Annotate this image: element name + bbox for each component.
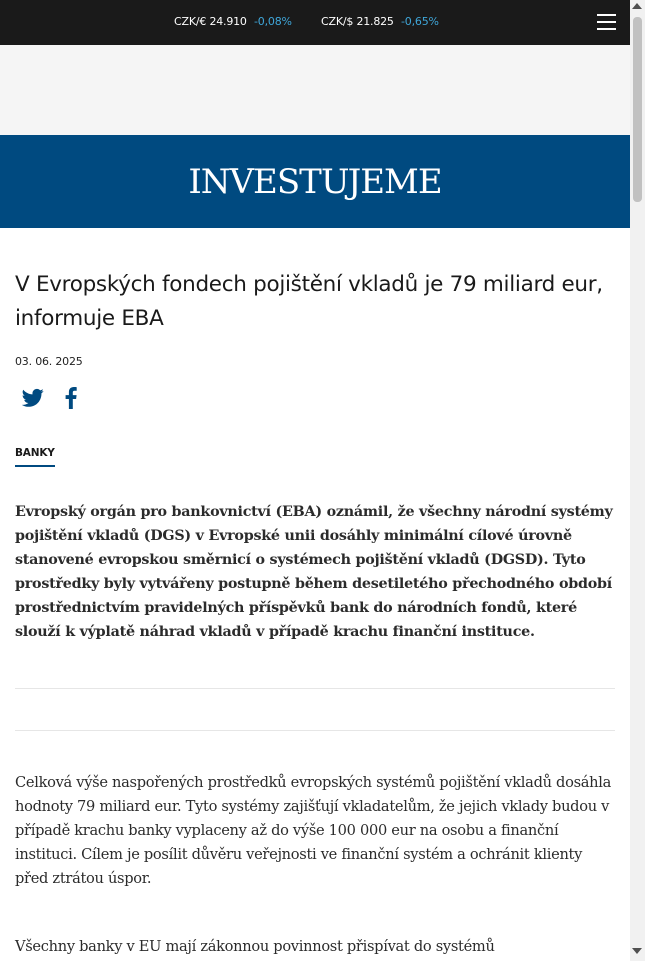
ticker-eur-change: -0,08% <box>254 15 292 28</box>
ticker-eur[interactable] <box>174 15 292 28</box>
ticker-usd-value: 21.825 <box>356 15 394 28</box>
brand-logo[interactable]: INVESTUJEME <box>188 162 442 202</box>
article-lead: Evropský orgán pro bankovnictví (EBA) oznámil, že všechny národní systémy pojištění vkladů (DGS) v Evropské unii dosáhly minimální cílové úrovně stanovené evropskou směrnicí o systémech pojištění vkladů (DGSD). Tyto prostředky byly vytvářeny postupně během desetiletého přechodného období prostřednictvím pravidelných příspěvků bank do národních fondů, které slouží k výplatě náhrad vkladů v případě krachu finanční instituce. <box>15 504 613 640</box>
scroll-up-arrow-icon[interactable] <box>632 3 642 9</box>
article-paragraph: Celková výše naspořených prostředků evropských systémů pojištění vkladů dosáhla hodnoty 79 miliard eur. Tyto systémy zajišťují vkladatelům, že jejich vklady budou v případě krachu banky vyplaceny až do výše 100 000 eur na osobu a finanční instituci. Cílem je posílit důvěru veřejnosti ve finanční systém a ochránit klienty před ztrátou úspor. <box>15 774 612 887</box>
article-paragraph: Všechny banky v EU mají zákonnou povinnost přispívat do systémů <box>15 938 495 955</box>
ad-placeholder <box>0 45 630 135</box>
hamburger-menu-icon[interactable] <box>597 14 617 31</box>
scrollbar-thumb[interactable] <box>633 17 642 202</box>
divider <box>15 688 615 689</box>
scroll-down-arrow-icon[interactable] <box>632 948 642 954</box>
currency-ticker-bar <box>0 0 630 45</box>
ticker-eur-value: 24.910 <box>209 15 247 28</box>
twitter-icon[interactable] <box>22 388 44 408</box>
divider <box>15 730 615 731</box>
ticker-usd[interactable] <box>321 15 439 28</box>
ticker-usd-change: -0,65% <box>401 15 439 28</box>
article-date: 03. 06. 2025 <box>15 355 83 368</box>
article-headline: V Evropských fondech pojištění vkladů je 79 miliard eur, informuje EBA <box>15 272 603 331</box>
ticker-usd-pair: CZK/$ <box>321 15 354 28</box>
facebook-icon[interactable] <box>62 387 80 409</box>
ticker-eur-pair: CZK/€ <box>174 15 207 28</box>
category-tag[interactable]: BANKY <box>15 447 55 467</box>
